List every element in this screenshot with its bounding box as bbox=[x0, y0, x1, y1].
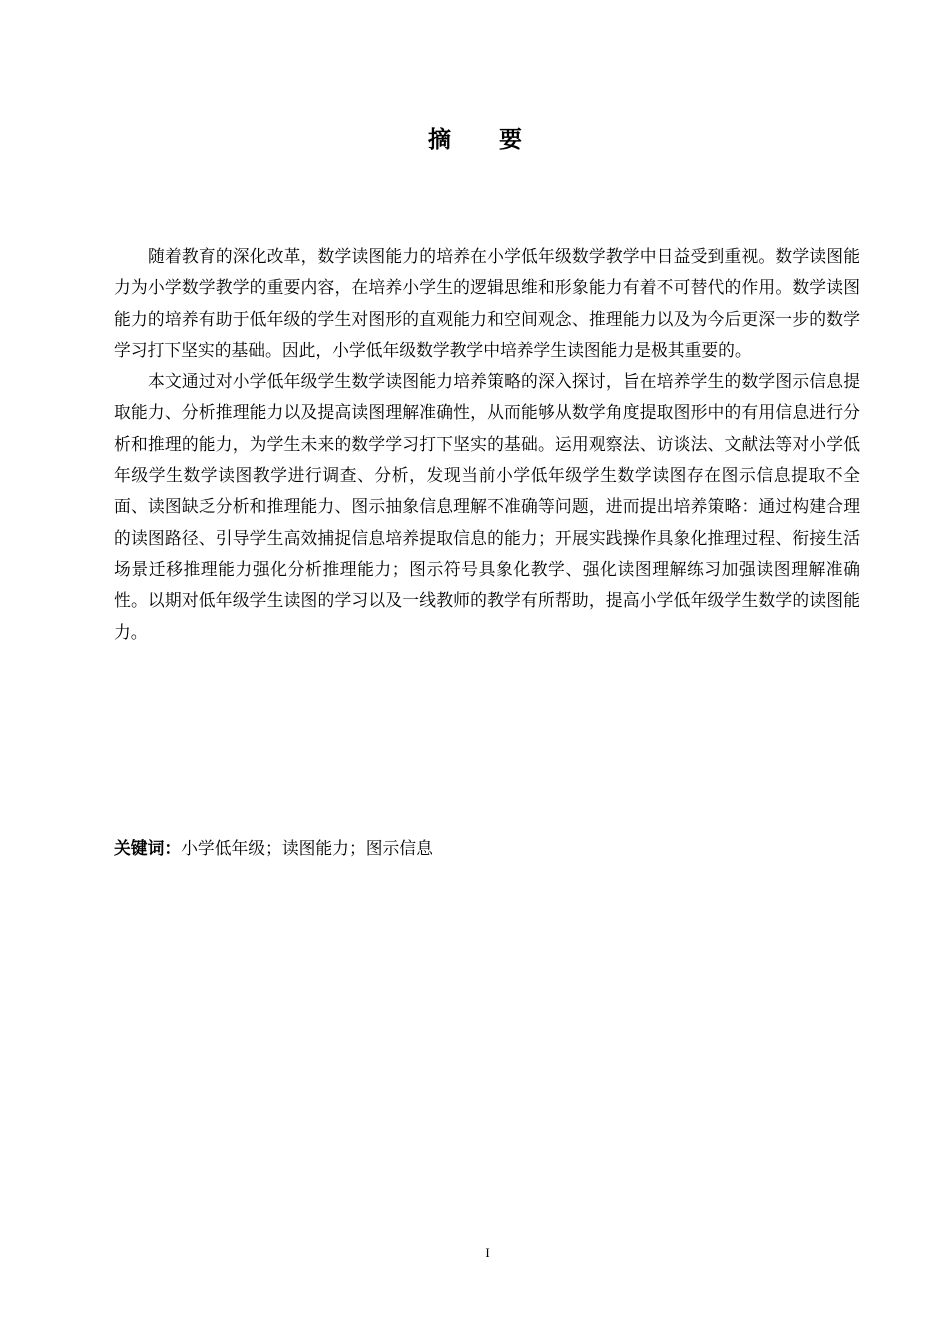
keywords-line bbox=[114, 833, 860, 864]
abstract-paragraph-2: 本文通过对小学低年级学生数学读图能力培养策略的深入探讨，旨在培养学生的数学图示信息提取能力、分析推理能力以及提高读图理解准确性，从而能够从数学角度提取图形中的有用信息进行分析和推理的能力，为学生未来的数学学习打下坚实的基础。运用观察法、访谈法、文献法等对小学低年级学生数学读图教学进行调查、分析，发现当前小学低年级学生数学读图存在图示信息提取不全面、读图缺乏分析和推理能力、图示抽象信息理解不准确等问题，进而提出培养策略：通过构建合理的读图路径、引导学生高效捕捉信息培养提取信息的能力；开展实践操作具象化推理过程、衔接生活场景迁移推理能力强化分析推理能力；图示符号具象化教学、强化读图理解练习加强读图理解准确性。以期对低年级学生读图的学习以及一线教师的教学有所帮助，提高小学低年级学生数学的读图能力。 bbox=[114, 371, 860, 642]
abstract-paragraph-1: 随着教育的深化改革，数学读图能力的培养在小学低年级数学教学中日益受到重视。数学读图能力为小学数学教学的重要内容，在培养小学生的逻辑思维和形象能力有着不可替代的作用。数学读图能力的培养有助于低年级的学生对图形的直观能力和空间观念、推理能力以及为今后更深一步的数学学习打下坚实的基础。因此，小学低年级数学教学中培养学生读图能力是极其重要的。 bbox=[114, 246, 860, 360]
abstract-body bbox=[114, 241, 860, 648]
keywords-text: 小学低年级；读图能力；图示信息 bbox=[181, 838, 433, 858]
abstract-title: 摘 要 bbox=[427, 127, 542, 153]
keywords-label: 关键词： bbox=[114, 838, 182, 858]
page-number: I bbox=[485, 1245, 490, 1260]
